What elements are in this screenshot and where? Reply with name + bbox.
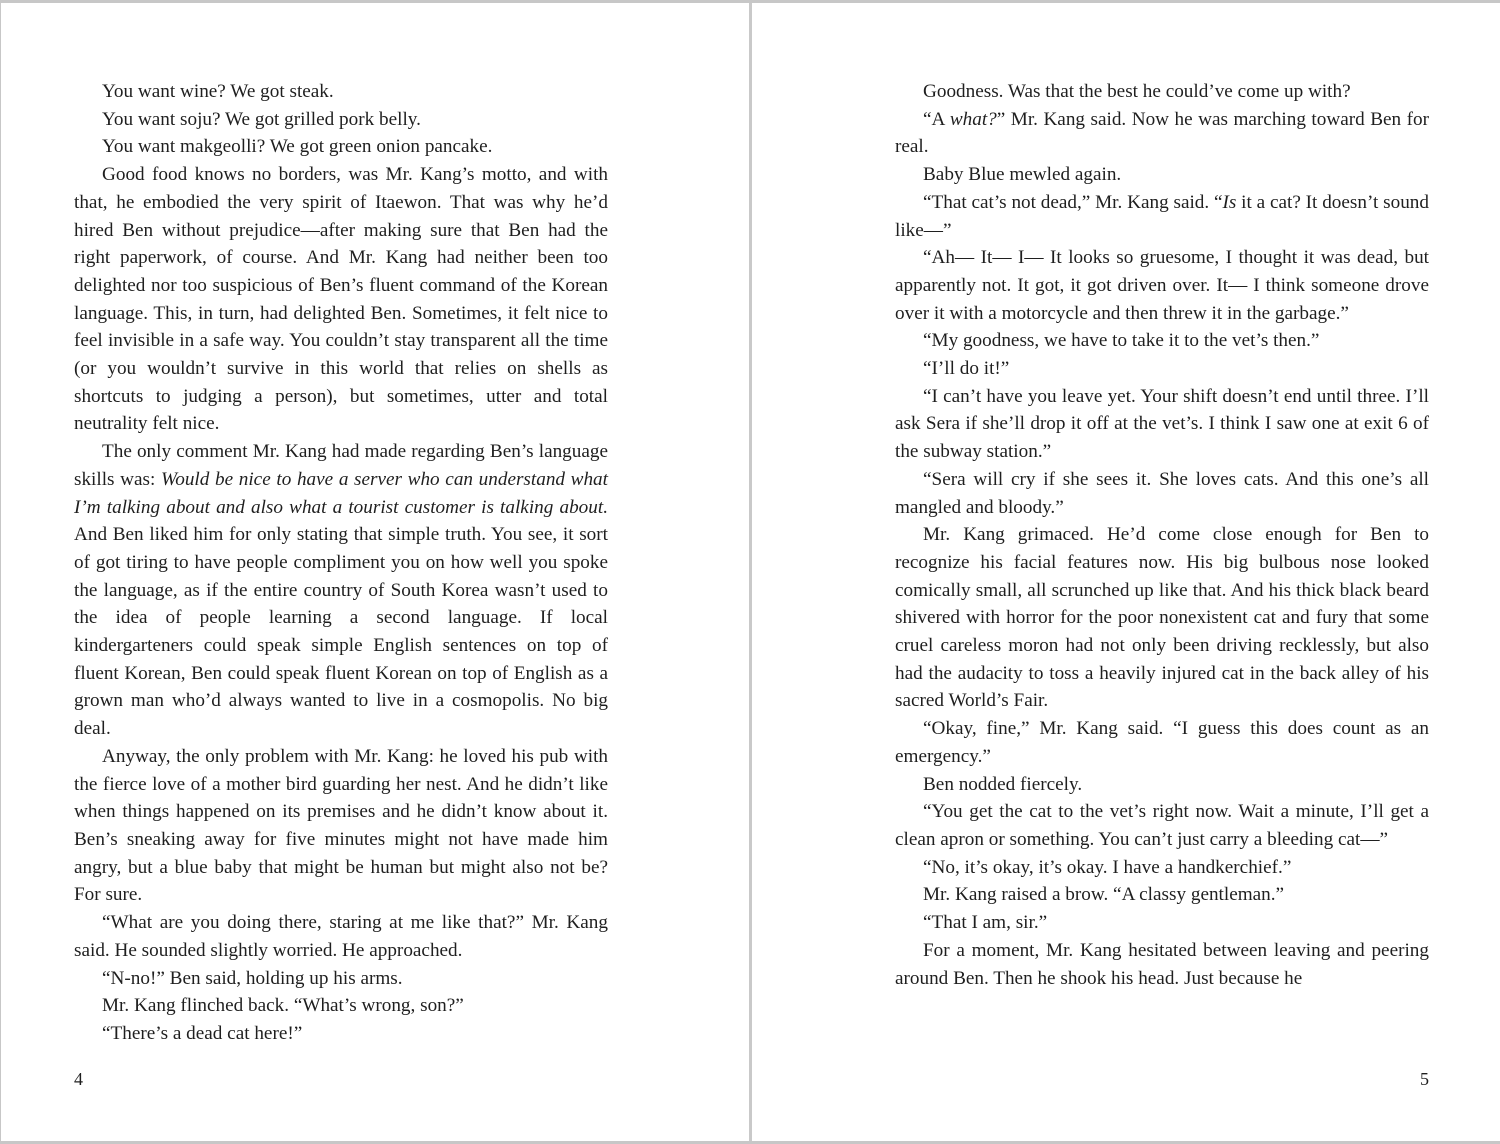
paragraph: “What are you doing there, staring at me like that?” Mr. Kang said. He sounded slightly worried. He approached. [74,912,608,961]
paragraph: “I’ll do it!” [923,358,1010,380]
paragraph: “No, it’s okay, it’s okay. I have a handkerchief.” [923,856,1292,878]
left-page [1,3,749,1141]
paragraph: Mr. Kang grimaced. He’d come close enough for Ben to recognize his facial features now. His big bulbous nose looked comically small, all scrunched up like that. And his thick black beard shivered with horror for the poor nonexistent cat and fury that some cruel careless moron had not only been driving recklessly, but also had the audacity to toss a heavily injured cat in the back alley of his sacred World’s Fair. [895,524,1429,712]
paragraph: You want wine? We got steak. [102,81,334,102]
paragraph: Ben nodded fiercely. [923,773,1083,795]
paragraph: You want makgeolli? We got green onion pancake. [102,136,493,158]
paragraph: Baby Blue mewled again. [923,164,1122,186]
paragraph: “I can’t have you leave yet. Your shift doesn’t end until three. I’ll ask Sera if she’ll drop it off at the vet’s. I think I saw one at exit 6 of the subway station.” [895,385,1429,463]
paragraph: Goodness. Was that the best he could’ve come up with? [923,81,1351,102]
paragraph: You want soju? We got grilled pork belly. [102,108,421,130]
paragraph: “That I am, sir.” [923,912,1048,934]
paragraph: Mr. Kang flinched back. “What’s wrong, son?” [102,995,464,1017]
left-page-text [74,78,608,1048]
italic-quote: Would be nice to have a server who can understand what I’m talking about and also what a tourist customer is talking about. [74,468,608,518]
paragraph: “You get the cat to the vet’s right now. Wait a minute, I’ll get a clean apron or something. You can’t just carry a bleeding cat—” [895,801,1429,850]
italic-word: Is [1222,191,1237,213]
paragraph: “Sera will cry if she sees it. She loves cats. And this one’s all mangled and bloody.” [895,468,1429,518]
paragraph: “There’s a dead cat here!” [102,1022,303,1044]
italic-word: what? [949,108,997,130]
paragraph: “That cat’s not dead,” Mr. Kang said. “Is it a cat? It doesn’t sound like—” [895,191,1429,241]
paragraph: “My goodness, we have to take it to the vet’s then.” [923,330,1320,352]
paragraph: Anyway, the only problem with Mr. Kang: he loved his pub with the fierce love of a mother bird guarding her nest. And he didn’t like when things happened on its premises and he didn’t know about it. Ben’s sneaking away for five minutes might not have made him angry, but a blue baby that might be human but might also not be? For sure. [74,745,608,906]
paragraph: Mr. Kang raised a brow. “A classy gentleman.” [923,884,1285,906]
right-page-text [895,78,1429,992]
page-number: 4 [74,1069,83,1089]
paragraph: “N-no!” Ben said, holding up his arms. [102,967,403,989]
paragraph: The only comment Mr. Kang had made regarding Ben’s language skills was: Would be nice to have a server who can understand what I’m talking about and also what a tourist customer is talking about. And Ben liked him for only stating that simple truth. You see, it sort of got tiring to have people compliment you on how well you spoke the language, as if the entire country of South Korea wasn’t used to the idea of people learning a second language. If local kindergarteners could speak simple English sentences on top of fluent Korean, Ben could speak fluent Korean on top of English as a grown man who’d always wanted to live in a cosmopolis. No big deal. [74,441,608,740]
paragraph: Good food knows no borders, was Mr. Kang’s motto, and with that, he embodied the very spirit of Itaewon. That was why he’d hired Ben without prejudice—after making sure that Ben had the right paperwork, of course. And Mr. Kang had neither been too delighted nor too suspicious of Ben’s fluent command of the Korean language. This, in turn, had delighted Ben. Sometimes, it felt nice to feel invisible in a safe way. You couldn’t stay transparent all the time (or you wouldn’t survive in this world that relies on shells as shortcuts to judging a person), but sometimes, utter and total neutrality felt nice. [74,164,608,435]
paragraph: “A what?” Mr. Kang said. Now he was marching toward Ben for real. [895,108,1429,158]
paragraph: For a moment, Mr. Kang hesitated between leaving and peering around Ben. Then he shook his head. Just because he [895,939,1429,989]
right-page [752,3,1500,1141]
paragraph: “Okay, fine,” Mr. Kang said. “I guess this does count as an emergency.” [895,718,1429,767]
paragraph: “Ah— It— I— It looks so gruesome, I thought it was dead, but apparently not. It got, it got driven over. It— I think someone drove over it with a motorcycle and then threw it in the garbage.” [895,247,1429,324]
page-number: 5 [1420,1069,1429,1089]
